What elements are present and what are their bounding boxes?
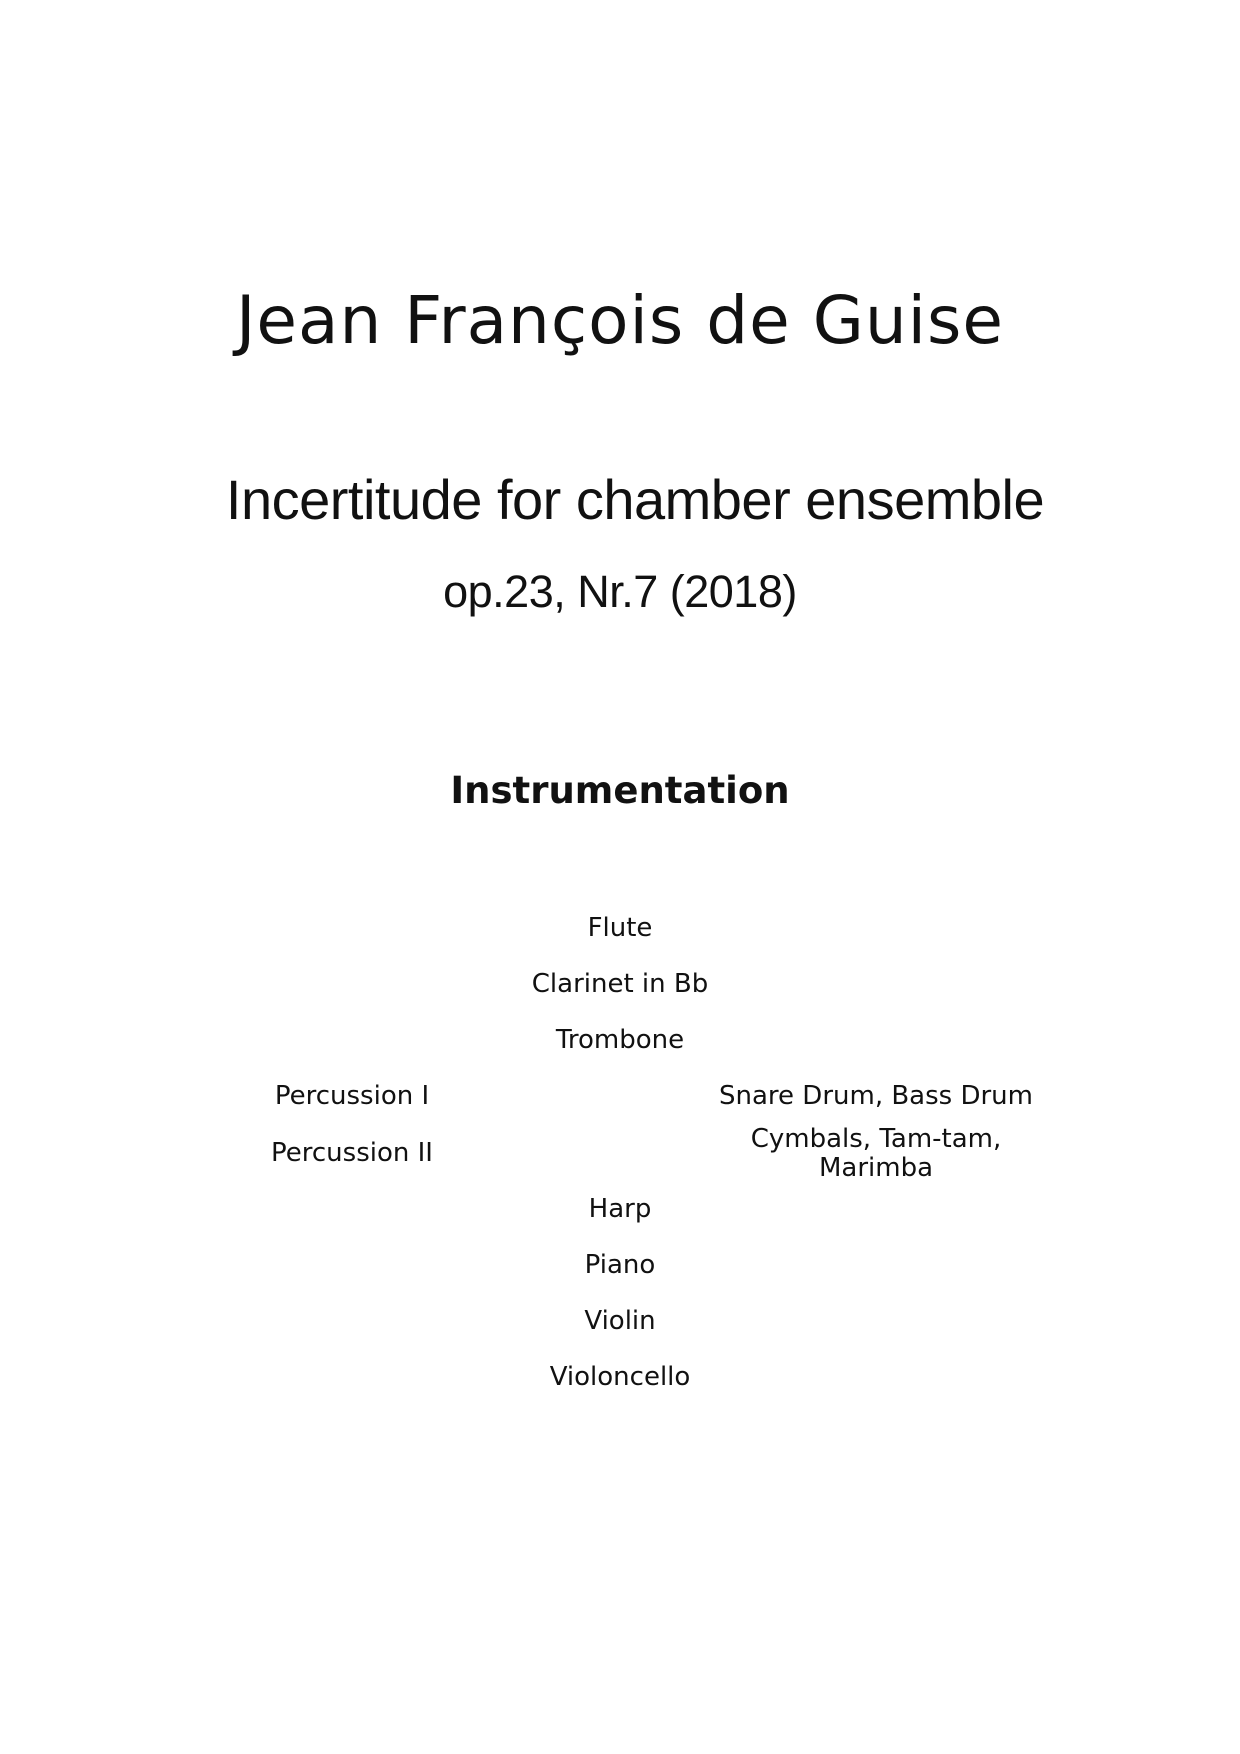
- instrument-flute: Flute: [587, 913, 653, 943]
- percussion-2-detail-line-1: Cymbals, Tam-tam,: [750, 1124, 1002, 1154]
- instrument-trombone: Trombone: [555, 1025, 685, 1055]
- instrumentation-heading: Instrumentation: [450, 769, 790, 812]
- instrument-violoncello: Violoncello: [549, 1362, 691, 1392]
- percussion-2-detail: [751, 1125, 1002, 1183]
- instrument-piano: Piano: [584, 1250, 656, 1280]
- instrument-clarinet: Clarinet in Bb: [531, 969, 709, 999]
- composer-name: Jean François de Guise: [235, 282, 1005, 359]
- instrument-percussion-2: Percussion II: [271, 1138, 433, 1168]
- opus-number: op.23, Nr.7 (2018): [443, 566, 797, 617]
- instrument-harp: Harp: [588, 1194, 652, 1224]
- instrument-violin: Violin: [584, 1306, 656, 1336]
- percussion-1-detail: Snare Drum, Bass Drum: [719, 1081, 1033, 1111]
- work-title: Incertitude for chamber ensemble: [225, 468, 1045, 531]
- percussion-2-detail-line-2: Marimba: [818, 1153, 934, 1183]
- instrument-percussion-1: Percussion I: [274, 1081, 430, 1111]
